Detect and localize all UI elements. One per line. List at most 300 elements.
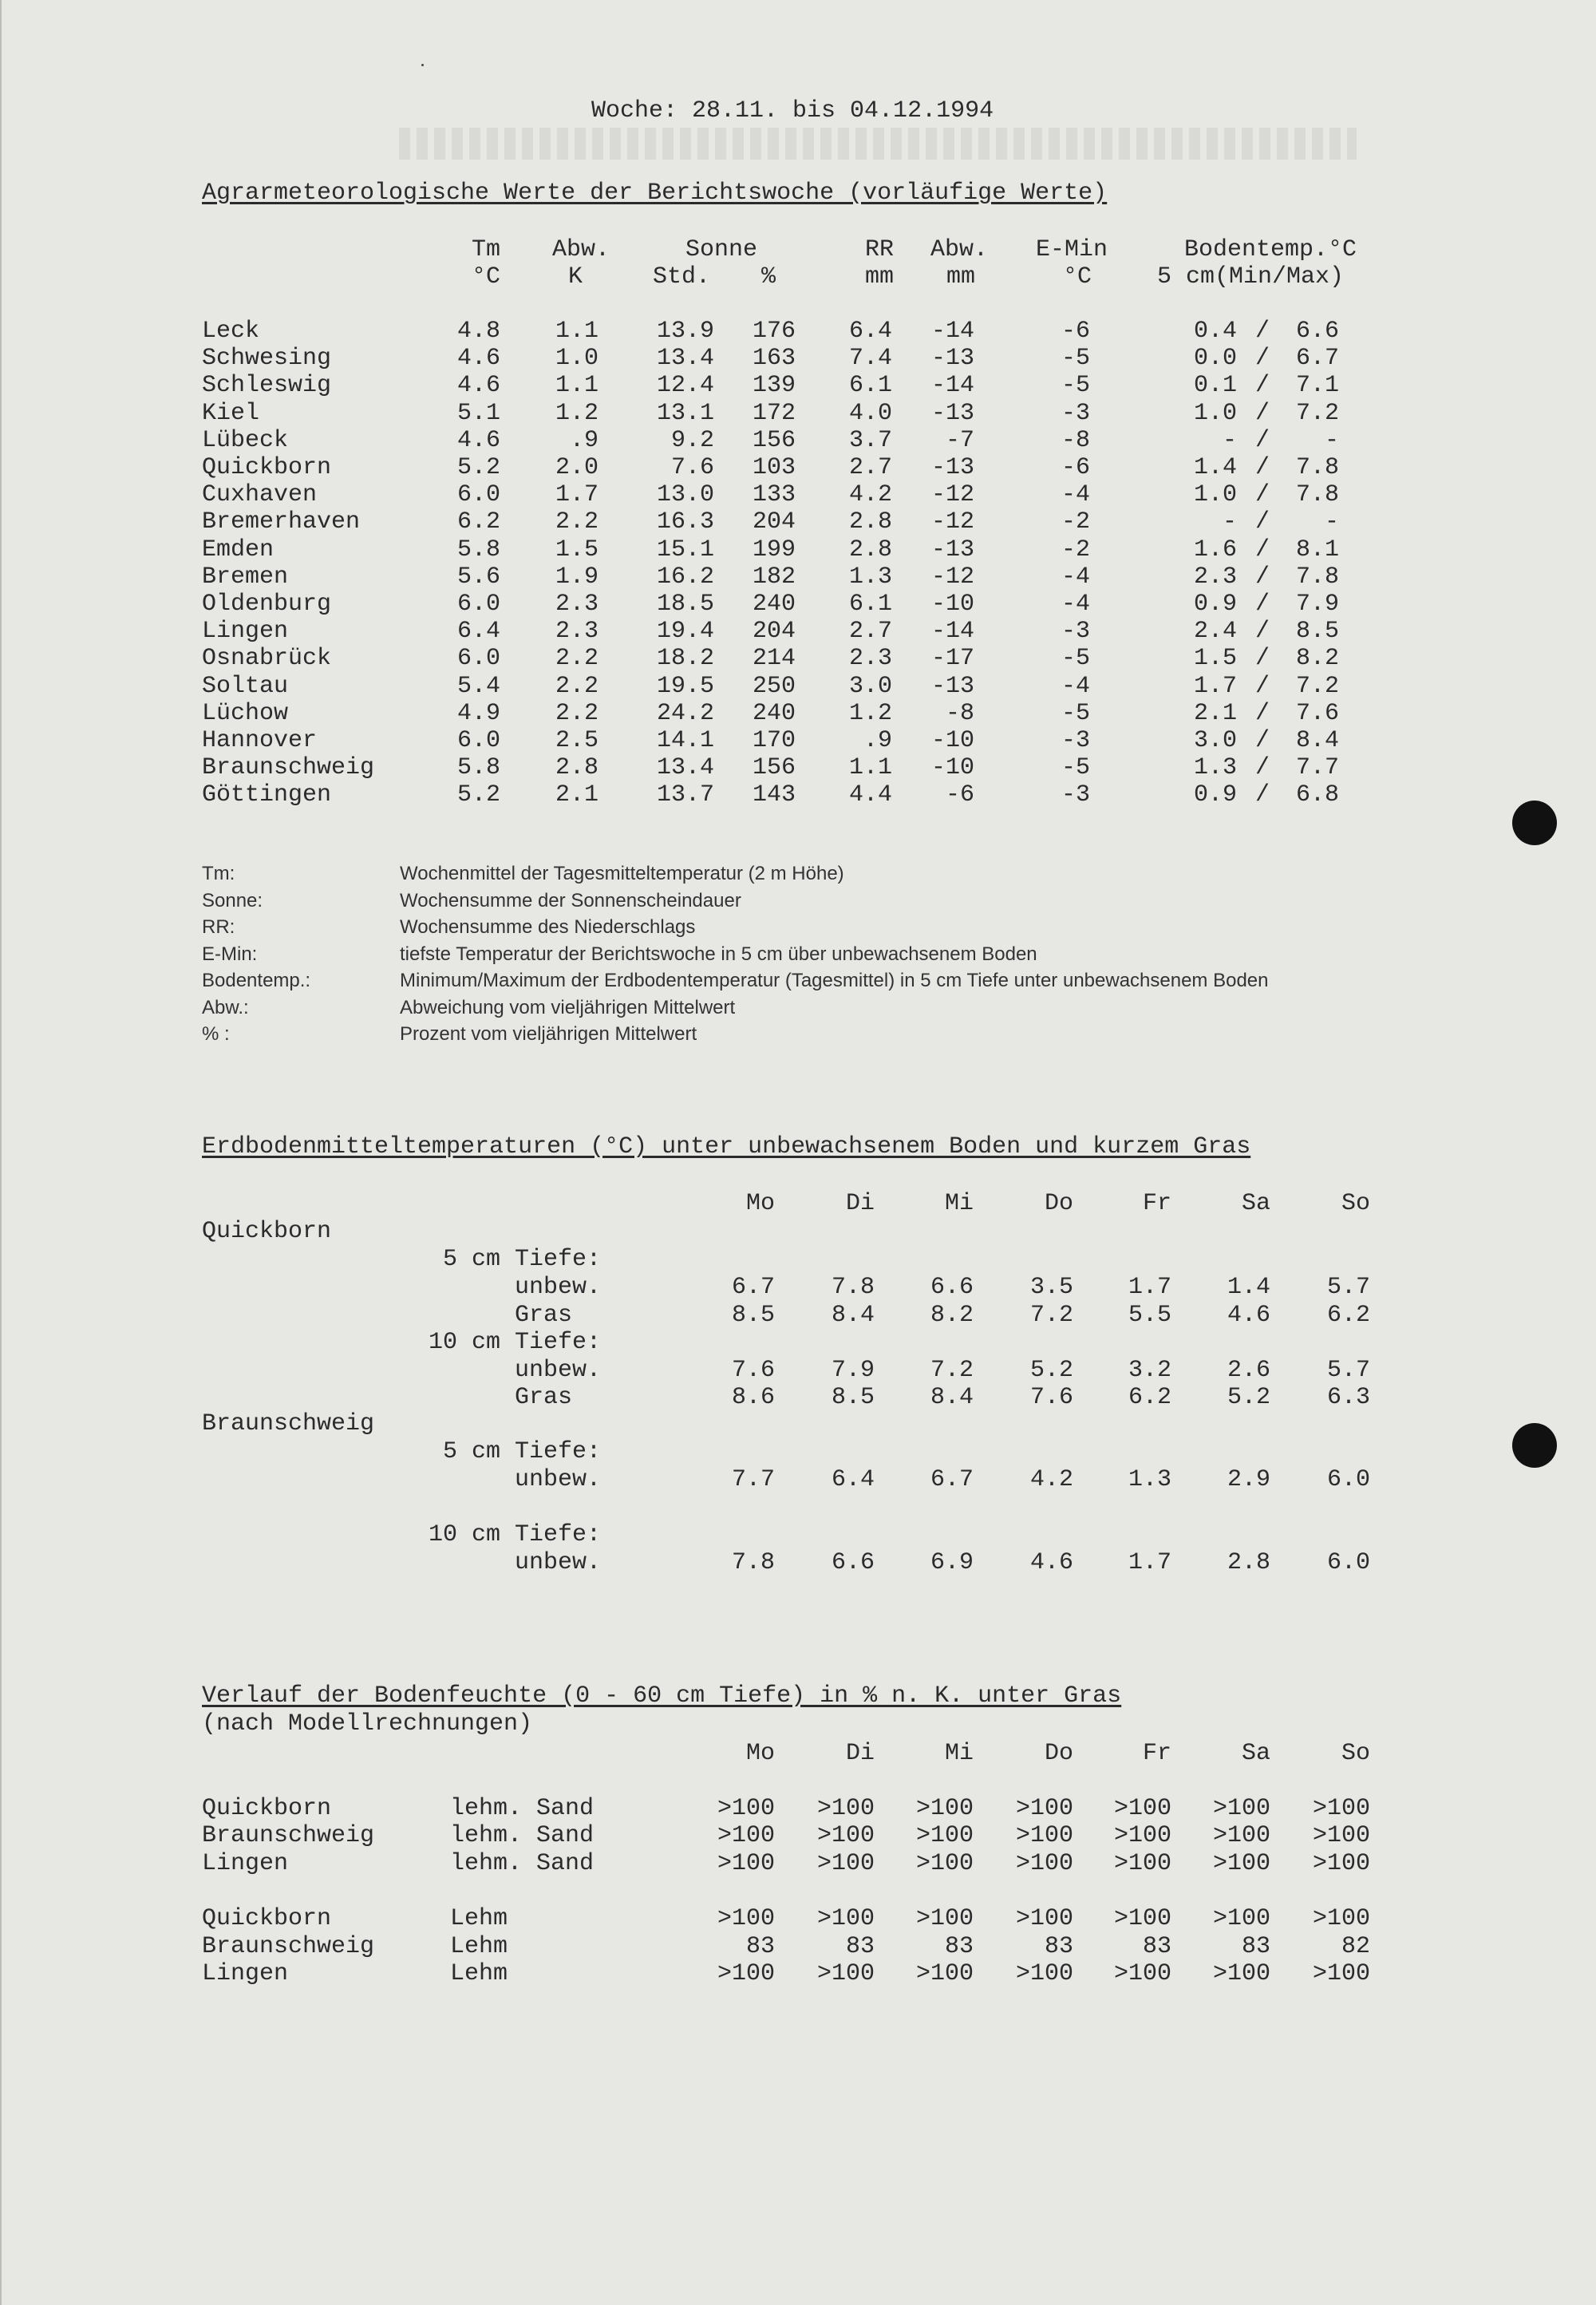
sonne-pct-value: 250 bbox=[752, 672, 796, 700]
depth-label: 5 cm bbox=[442, 1246, 500, 1273]
boden-min-value: 1.5 bbox=[1193, 645, 1237, 673]
station-name: Quickborn bbox=[202, 1905, 332, 1932]
rr-abw-value: -12 bbox=[930, 508, 974, 536]
bleed-through-text bbox=[399, 128, 1357, 160]
sonne-pct-value: 240 bbox=[752, 699, 796, 727]
temperature-value: 6.0 bbox=[1326, 1466, 1370, 1493]
col-unit-rr: mm bbox=[864, 263, 894, 291]
station-name: Lingen bbox=[202, 618, 289, 646]
moisture-value: >100 bbox=[717, 1822, 775, 1849]
sonne-pct-value: 163 bbox=[752, 345, 796, 373]
col-header-tm: Tm bbox=[471, 236, 500, 263]
depth-label: 10 cm bbox=[428, 1521, 500, 1548]
boden-min-value: 3.0 bbox=[1193, 727, 1237, 754]
temperature-value: 6.9 bbox=[930, 1549, 974, 1576]
legend-desc: Wochenmittel der Tagesmitteltemperatur (2 m Höhe) bbox=[400, 863, 844, 884]
rr-abw-value: -12 bbox=[930, 563, 974, 591]
boden-separator: / bbox=[1254, 536, 1270, 563]
col-unit-emin: °C bbox=[1062, 263, 1092, 291]
soil-type: lehm. Sand bbox=[450, 1822, 595, 1849]
moisture-value: >100 bbox=[915, 1795, 974, 1822]
station-name: Emden bbox=[202, 536, 275, 563]
sonne-std-value: 13.0 bbox=[656, 481, 714, 509]
station-name: Braunschweig bbox=[202, 1822, 375, 1849]
moisture-value: >100 bbox=[1312, 1905, 1370, 1932]
moisture-value: >100 bbox=[1113, 1795, 1171, 1822]
col-unit-rr-abw: mm bbox=[946, 263, 975, 291]
temperature-value: 5.2 bbox=[1029, 1357, 1073, 1384]
sonne-std-value: 13.4 bbox=[656, 345, 714, 373]
rr-value: 2.3 bbox=[848, 645, 892, 673]
temperature-value: 2.9 bbox=[1227, 1466, 1270, 1493]
abw-value: 2.2 bbox=[555, 672, 598, 700]
boden-min-value: 1.0 bbox=[1193, 481, 1237, 509]
boden-max-value: 8.4 bbox=[1295, 727, 1339, 754]
row-label: Tiefe: bbox=[515, 1521, 602, 1548]
station-name: Bremen bbox=[202, 563, 289, 591]
moisture-value: >100 bbox=[816, 1795, 875, 1822]
emin-value: -4 bbox=[1061, 563, 1090, 591]
sonne-pct-value: 176 bbox=[752, 318, 796, 345]
boden-max-value: 7.9 bbox=[1295, 591, 1339, 618]
boden-min-value: 2.4 bbox=[1193, 618, 1237, 646]
sonne-std-value: 19.5 bbox=[656, 672, 714, 700]
rr-abw-value: -14 bbox=[930, 618, 974, 646]
temperature-value: 8.5 bbox=[831, 1384, 875, 1411]
boden-max-value: 7.6 bbox=[1295, 699, 1339, 727]
sonne-pct-value: 139 bbox=[752, 372, 796, 400]
boden-separator: / bbox=[1254, 781, 1270, 809]
boden-separator: / bbox=[1254, 727, 1270, 754]
temperature-value: 7.6 bbox=[731, 1357, 775, 1384]
sonne-std-value: 14.1 bbox=[656, 727, 714, 754]
day-header: So bbox=[1341, 1190, 1370, 1217]
col-unit-tm: °C bbox=[471, 263, 500, 291]
temperature-value: 7.8 bbox=[831, 1274, 875, 1301]
boden-min-value: 0.1 bbox=[1193, 372, 1237, 400]
emin-value: -2 bbox=[1061, 508, 1090, 536]
moisture-value: >100 bbox=[816, 1822, 875, 1849]
emin-value: -4 bbox=[1061, 481, 1090, 509]
tm-value: 4.9 bbox=[456, 699, 500, 727]
temperature-value: 1.7 bbox=[1128, 1274, 1171, 1301]
emin-value: -5 bbox=[1061, 372, 1090, 400]
rr-abw-value: -10 bbox=[930, 754, 974, 782]
row-label: Gras bbox=[515, 1302, 573, 1329]
legend-desc: tiefste Temperatur der Berichtswoche in 5 cm über unbewachsenem Boden bbox=[400, 943, 1037, 965]
week-header: Woche: 28.11. bis 04.12.1994 bbox=[591, 97, 994, 125]
temperature-value: 6.7 bbox=[930, 1466, 974, 1493]
sonne-std-value: 13.9 bbox=[656, 318, 714, 345]
scan-speck bbox=[421, 64, 424, 66]
rr-abw-value: -13 bbox=[930, 454, 974, 481]
sonne-pct-value: 214 bbox=[752, 645, 796, 673]
moisture-value: >100 bbox=[1015, 1850, 1073, 1877]
boden-max-value: 8.2 bbox=[1295, 645, 1339, 673]
sonne-std-value: 16.2 bbox=[656, 563, 714, 591]
station-name: Bremerhaven bbox=[202, 508, 361, 536]
boden-separator: / bbox=[1254, 618, 1270, 646]
abw-value: 2.2 bbox=[555, 645, 598, 673]
rr-abw-value: -14 bbox=[930, 372, 974, 400]
temperature-value: 7.8 bbox=[731, 1549, 775, 1576]
boden-max-value: - bbox=[1324, 426, 1339, 454]
row-label: Tiefe: bbox=[515, 1438, 602, 1465]
sonne-pct-value: 182 bbox=[752, 563, 796, 591]
table3-subtitle: (nach Modellrechnungen) bbox=[202, 1710, 533, 1738]
abw-value: 1.0 bbox=[555, 345, 598, 373]
row-label: unbew. bbox=[515, 1357, 602, 1384]
temperature-value: 7.6 bbox=[1029, 1384, 1073, 1411]
moisture-value: >100 bbox=[1015, 1795, 1073, 1822]
moisture-value: >100 bbox=[1312, 1850, 1370, 1877]
abw-value: 1.2 bbox=[555, 399, 598, 427]
punch-hole-top bbox=[1512, 801, 1557, 845]
station-name: Soltau bbox=[202, 672, 289, 700]
station-name: Göttingen bbox=[202, 781, 332, 809]
rr-abw-value: -17 bbox=[930, 645, 974, 673]
station-name: Braunschweig bbox=[202, 1410, 375, 1437]
sonne-pct-value: 156 bbox=[752, 426, 796, 454]
emin-value: -5 bbox=[1061, 699, 1090, 727]
rr-abw-value: -12 bbox=[930, 481, 974, 509]
moisture-value: 82 bbox=[1341, 1933, 1370, 1960]
sonne-std-value: 12.4 bbox=[656, 372, 714, 400]
temperature-value: 5.2 bbox=[1227, 1384, 1270, 1411]
row-label: Gras bbox=[515, 1384, 573, 1411]
soil-type: lehm. Sand bbox=[450, 1850, 595, 1877]
abw-value: .9 bbox=[569, 426, 598, 454]
moisture-value: >100 bbox=[1015, 1960, 1073, 1987]
boden-max-value: 7.8 bbox=[1295, 454, 1339, 481]
boden-max-value: - bbox=[1324, 508, 1339, 536]
day-header: Fr bbox=[1142, 1740, 1171, 1767]
boden-min-value: 0.9 bbox=[1193, 781, 1237, 809]
temperature-value: 3.5 bbox=[1029, 1274, 1073, 1301]
rr-abw-value: -13 bbox=[930, 536, 974, 563]
abw-value: 1.7 bbox=[555, 481, 598, 509]
tm-value: 4.8 bbox=[456, 318, 500, 345]
tm-value: 4.6 bbox=[456, 345, 500, 373]
sonne-std-value: 18.5 bbox=[656, 591, 714, 618]
sonne-std-value: 19.4 bbox=[656, 618, 714, 646]
moisture-value: >100 bbox=[717, 1905, 775, 1932]
emin-value: -5 bbox=[1061, 345, 1090, 373]
boden-separator: / bbox=[1254, 318, 1270, 345]
rr-value: 4.0 bbox=[848, 399, 892, 427]
moisture-value: 83 bbox=[1241, 1933, 1270, 1960]
boden-separator: / bbox=[1254, 454, 1270, 481]
temperature-value: 8.6 bbox=[731, 1384, 775, 1411]
moisture-value: 83 bbox=[1044, 1933, 1073, 1960]
emin-value: -5 bbox=[1061, 645, 1090, 673]
rr-value: 2.7 bbox=[848, 618, 892, 646]
day-header: Mo bbox=[745, 1190, 775, 1217]
col-unit-bodentemp: 5 cm(Min/Max) bbox=[1157, 263, 1345, 291]
emin-value: -3 bbox=[1061, 781, 1090, 809]
col-header-rr: RR bbox=[864, 236, 894, 263]
boden-max-value: 7.8 bbox=[1295, 481, 1339, 509]
emin-value: -3 bbox=[1061, 399, 1090, 427]
temperature-value: 4.2 bbox=[1029, 1466, 1073, 1493]
temperature-value: 6.6 bbox=[831, 1549, 875, 1576]
emin-value: -5 bbox=[1061, 754, 1090, 782]
row-label: unbew. bbox=[515, 1274, 602, 1301]
rr-abw-value: -10 bbox=[930, 591, 974, 618]
rr-value: .9 bbox=[863, 727, 892, 754]
abw-value: 1.1 bbox=[555, 318, 598, 345]
abw-value: 2.5 bbox=[555, 727, 598, 754]
temperature-value: 5.7 bbox=[1326, 1357, 1370, 1384]
legend-desc: Prozent vom vieljährigen Mittelwert bbox=[400, 1023, 697, 1045]
rr-abw-value: -13 bbox=[930, 399, 974, 427]
station-name: Lingen bbox=[202, 1960, 289, 1987]
table2-title: Erdbodenmitteltemperaturen (°C) unter unbewachsenem Boden und kurzem Gras bbox=[202, 1133, 1251, 1160]
sonne-std-value: 9.2 bbox=[670, 426, 714, 454]
temperature-value: 6.7 bbox=[731, 1274, 775, 1301]
legend-key: Tm: bbox=[202, 863, 235, 884]
rr-abw-value: -13 bbox=[930, 672, 974, 700]
sonne-pct-value: 199 bbox=[752, 536, 796, 563]
day-header: Mo bbox=[745, 1740, 775, 1767]
moisture-value: >100 bbox=[1312, 1822, 1370, 1849]
boden-min-value: 0.4 bbox=[1193, 318, 1237, 345]
moisture-value: >100 bbox=[915, 1850, 974, 1877]
abw-value: 2.3 bbox=[555, 591, 598, 618]
boden-separator: / bbox=[1254, 563, 1270, 591]
sonne-pct-value: 133 bbox=[752, 481, 796, 509]
tm-value: 6.0 bbox=[456, 591, 500, 618]
moisture-value: >100 bbox=[816, 1850, 875, 1877]
rr-value: 6.4 bbox=[848, 318, 892, 345]
station-name: Quickborn bbox=[202, 454, 332, 481]
rr-value: 3.7 bbox=[848, 426, 892, 454]
day-header: Fr bbox=[1142, 1190, 1171, 1217]
tm-value: 5.2 bbox=[456, 454, 500, 481]
boden-min-value: 2.3 bbox=[1193, 563, 1237, 591]
moisture-value: >100 bbox=[1212, 1960, 1270, 1987]
station-name: Braunschweig bbox=[202, 1933, 375, 1960]
table3-title: Verlauf der Bodenfeuchte (0 - 60 cm Tiefe) in % n. K. unter Gras bbox=[202, 1682, 1122, 1710]
sonne-std-value: 18.2 bbox=[656, 645, 714, 673]
sonne-pct-value: 204 bbox=[752, 508, 796, 536]
station-name: Schleswig bbox=[202, 372, 332, 400]
station-name: Cuxhaven bbox=[202, 481, 318, 509]
temperature-value: 2.6 bbox=[1227, 1357, 1270, 1384]
moisture-value: >100 bbox=[1113, 1905, 1171, 1932]
temperature-value: 8.4 bbox=[831, 1302, 875, 1329]
soil-type: Lehm bbox=[450, 1905, 508, 1932]
abw-value: 2.1 bbox=[555, 781, 598, 809]
rr-abw-value: -14 bbox=[930, 318, 974, 345]
moisture-value: >100 bbox=[1312, 1960, 1370, 1987]
sonne-std-value: 13.7 bbox=[656, 781, 714, 809]
soil-type: lehm. Sand bbox=[450, 1795, 595, 1822]
station-name: Quickborn bbox=[202, 1218, 332, 1245]
moisture-value: >100 bbox=[717, 1795, 775, 1822]
emin-value: -4 bbox=[1061, 672, 1090, 700]
rr-value: 6.1 bbox=[848, 372, 892, 400]
boden-max-value: 8.5 bbox=[1295, 618, 1339, 646]
temperature-value: 3.2 bbox=[1128, 1357, 1171, 1384]
boden-separator: / bbox=[1254, 508, 1270, 536]
sonne-std-value: 13.4 bbox=[656, 754, 714, 782]
boden-max-value: 7.2 bbox=[1295, 399, 1339, 427]
tm-value: 5.8 bbox=[456, 754, 500, 782]
tm-value: 6.0 bbox=[456, 727, 500, 754]
legend-desc: Wochensumme des Niederschlags bbox=[400, 916, 696, 938]
boden-separator: / bbox=[1254, 591, 1270, 618]
moisture-value: >100 bbox=[915, 1905, 974, 1932]
row-label: Tiefe: bbox=[515, 1246, 602, 1273]
abw-value: 2.2 bbox=[555, 508, 598, 536]
moisture-value: >100 bbox=[1312, 1795, 1370, 1822]
punch-hole-bottom bbox=[1512, 1423, 1557, 1468]
station-name: Schwesing bbox=[202, 345, 332, 373]
boden-max-value: 6.6 bbox=[1295, 318, 1339, 345]
tm-value: 4.6 bbox=[456, 372, 500, 400]
page-edge bbox=[0, 0, 2, 2305]
boden-max-value: 7.2 bbox=[1295, 672, 1339, 700]
moisture-value: >100 bbox=[1212, 1850, 1270, 1877]
boden-max-value: 6.8 bbox=[1295, 781, 1339, 809]
boden-min-value: 1.7 bbox=[1193, 672, 1237, 700]
temperature-value: 8.4 bbox=[930, 1384, 974, 1411]
legend-key: % : bbox=[202, 1023, 230, 1045]
boden-max-value: 7.1 bbox=[1295, 372, 1339, 400]
tm-value: 6.0 bbox=[456, 481, 500, 509]
boden-separator: / bbox=[1254, 672, 1270, 700]
col-header-rr-abw: Abw. bbox=[930, 236, 988, 263]
temperature-value: 6.2 bbox=[1326, 1302, 1370, 1329]
boden-min-value: 1.4 bbox=[1193, 454, 1237, 481]
depth-label: 10 cm bbox=[428, 1329, 500, 1356]
row-label: unbew. bbox=[515, 1549, 602, 1576]
moisture-value: >100 bbox=[1212, 1795, 1270, 1822]
col-unit-abw: K bbox=[567, 263, 583, 291]
boden-min-value: 0.0 bbox=[1193, 345, 1237, 373]
boden-min-value: 2.1 bbox=[1193, 699, 1237, 727]
temperature-value: 7.9 bbox=[831, 1357, 875, 1384]
temperature-value: 6.6 bbox=[930, 1274, 974, 1301]
temperature-value: 5.5 bbox=[1128, 1302, 1171, 1329]
emin-value: -6 bbox=[1061, 454, 1090, 481]
rr-abw-value: -10 bbox=[930, 727, 974, 754]
col-header-sonne: Sonne bbox=[685, 236, 757, 263]
abw-value: 2.8 bbox=[555, 754, 598, 782]
day-header: Sa bbox=[1241, 1740, 1270, 1767]
day-header: Mi bbox=[944, 1190, 974, 1217]
rr-value: 7.4 bbox=[848, 345, 892, 373]
boden-separator: / bbox=[1254, 399, 1270, 427]
temperature-value: 1.7 bbox=[1128, 1549, 1171, 1576]
station-name: Leck bbox=[202, 318, 260, 345]
col-header-emin: E-Min bbox=[1035, 236, 1108, 263]
col-unit-pct: % bbox=[760, 263, 776, 291]
moisture-value: >100 bbox=[915, 1960, 974, 1987]
station-name: Kiel bbox=[202, 399, 260, 427]
temperature-value: 2.8 bbox=[1227, 1549, 1270, 1576]
tm-value: 5.6 bbox=[456, 563, 500, 591]
rr-value: 4.4 bbox=[848, 781, 892, 809]
abw-value: 2.2 bbox=[555, 699, 598, 727]
tm-value: 5.4 bbox=[456, 672, 500, 700]
station-name: Lingen bbox=[202, 1850, 289, 1877]
legend-key: RR: bbox=[202, 916, 235, 938]
emin-value: -8 bbox=[1061, 426, 1090, 454]
emin-value: -3 bbox=[1061, 618, 1090, 646]
station-name: Quickborn bbox=[202, 1795, 332, 1822]
day-header: So bbox=[1341, 1740, 1370, 1767]
sonne-std-value: 16.3 bbox=[656, 508, 714, 536]
rr-value: 1.1 bbox=[848, 754, 892, 782]
soil-type: Lehm bbox=[450, 1933, 508, 1960]
day-header: Sa bbox=[1241, 1190, 1270, 1217]
temperature-value: 7.2 bbox=[930, 1357, 974, 1384]
legend-key: Abw.: bbox=[202, 996, 249, 1018]
moisture-value: 83 bbox=[745, 1933, 775, 1960]
moisture-value: >100 bbox=[1212, 1822, 1270, 1849]
sonne-std-value: 15.1 bbox=[656, 536, 714, 563]
moisture-value: >100 bbox=[816, 1960, 875, 1987]
station-name: Braunschweig bbox=[202, 754, 375, 782]
station-name: Oldenburg bbox=[202, 591, 332, 618]
row-label: Tiefe: bbox=[515, 1329, 602, 1356]
table1-title: Agrarmeteorologische Werte der Berichtswoche (vorläufige Werte) bbox=[202, 180, 1108, 207]
sonne-pct-value: 240 bbox=[752, 591, 796, 618]
moisture-value: 83 bbox=[845, 1933, 875, 1960]
tm-value: 6.2 bbox=[456, 508, 500, 536]
legend-desc: Minimum/Maximum der Erdbodentemperatur (Tagesmittel) in 5 cm Tiefe unter unbewachsenem Boden bbox=[400, 970, 1269, 991]
rr-value: 1.3 bbox=[848, 563, 892, 591]
boden-separator: / bbox=[1254, 754, 1270, 782]
day-header: Do bbox=[1044, 1740, 1073, 1767]
emin-value: -3 bbox=[1061, 727, 1090, 754]
temperature-value: 4.6 bbox=[1029, 1549, 1073, 1576]
moisture-value: >100 bbox=[717, 1960, 775, 1987]
moisture-value: >100 bbox=[1015, 1822, 1073, 1849]
sonne-pct-value: 172 bbox=[752, 399, 796, 427]
tm-value: 5.8 bbox=[456, 536, 500, 563]
tm-value: 6.0 bbox=[456, 645, 500, 673]
boden-separator: / bbox=[1254, 426, 1270, 454]
abw-value: 2.0 bbox=[555, 454, 598, 481]
sonne-pct-value: 143 bbox=[752, 781, 796, 809]
sonne-pct-value: 204 bbox=[752, 618, 796, 646]
emin-value: -2 bbox=[1061, 536, 1090, 563]
moisture-value: >100 bbox=[1015, 1905, 1073, 1932]
rr-abw-value: -13 bbox=[930, 345, 974, 373]
day-header: Mi bbox=[944, 1740, 974, 1767]
boden-separator: / bbox=[1254, 372, 1270, 400]
row-label: unbew. bbox=[515, 1466, 602, 1493]
temperature-value: 4.6 bbox=[1227, 1302, 1270, 1329]
moisture-value: >100 bbox=[1113, 1822, 1171, 1849]
temperature-value: 8.2 bbox=[930, 1302, 974, 1329]
rr-value: 2.8 bbox=[848, 536, 892, 563]
depth-label: 5 cm bbox=[442, 1438, 500, 1465]
station-name: Lüchow bbox=[202, 699, 289, 727]
moisture-value: 83 bbox=[944, 1933, 974, 1960]
sonne-pct-value: 156 bbox=[752, 754, 796, 782]
moisture-value: >100 bbox=[1212, 1905, 1270, 1932]
abw-value: 1.1 bbox=[555, 372, 598, 400]
tm-value: 5.1 bbox=[456, 399, 500, 427]
temperature-value: 6.0 bbox=[1326, 1549, 1370, 1576]
day-header: Di bbox=[845, 1190, 875, 1217]
temperature-value: 7.2 bbox=[1029, 1302, 1073, 1329]
rr-value: 1.2 bbox=[848, 699, 892, 727]
